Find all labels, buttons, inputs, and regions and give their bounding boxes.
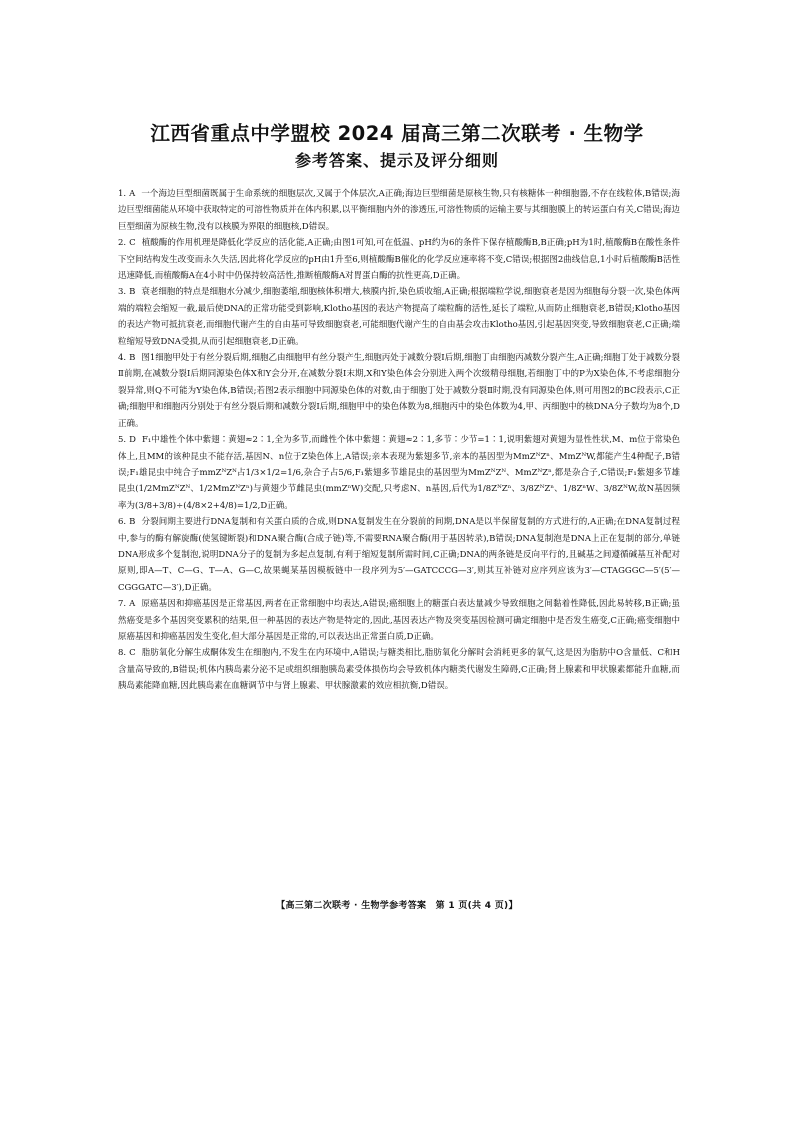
answer-explanation: 脂肪氧化分解生成酮体发生在细胞内,不发生在内环境中,A错误;与糖类相比,脂肪氧化分解时会消耗更多的氧气,这是因为脂肪中O含量低、C和H含量高导致的,B错误;机体内胰岛素分泌不足或组织细胞胰岛素受体损伤均会导致机体内糖类代谢发生障碍,C正确;肾上腺素和甲状腺素都能升血糖,而胰岛素能降血糖,因此胰岛素在血糖调节中与肾上腺素、甲状腺激素的效应相抗衡,D错误。 [118, 648, 680, 692]
answer-item-3 [118, 284, 680, 350]
answer-item-4 [118, 350, 680, 432]
answer-item-1 [118, 186, 680, 235]
answer-number: 4. [118, 353, 127, 364]
answer-list [118, 186, 680, 695]
answer-item-5 [118, 432, 680, 514]
answer-choice: D [129, 435, 136, 446]
answer-item-8 [118, 645, 680, 694]
answer-explanation: 一个海边巨型细菌既属于生命系统的细胞层次,又属于个体层次,A正确;海边巨型细菌是原核生物,只有核糖体一种细胞器,不存在线粒体,B错误;海边巨型细菌能从环境中获取特定的可溶性物质并在体内积累,以平衡细胞内外的渗透压,可溶性物质的运输主要与其细胞膜上的转运蛋白有关,C错误;海边巨型细菌为原核生物,没有以核膜为界限的细胞核,D错误。 [118, 189, 680, 232]
answer-item-2 [118, 235, 680, 284]
answer-choice: A [129, 189, 136, 199]
answer-item-6 [118, 514, 680, 596]
answer-number: 3. [118, 287, 127, 298]
answer-number: 1. [118, 189, 127, 199]
answer-choice: C [129, 238, 136, 249]
answer-explanation: 原癌基因和抑癌基因是正常基因,两者在正常细胞中均表达,A错误;癌细胞上的糖蛋白表达量减少导致细胞之间黏着性降低,因此易转移,B正确;虽然癌变是多个基因突变累积的结果,但一种基因的表达产物是特定的,因此,基因表达产物及突变基因检测可确定细胞中是否发生癌变,C正确;癌变细胞中原癌基因和抑癌基因发生变化,但大部分基因是正常的,可以表达出正常蛋白质,D正确。 [118, 599, 680, 642]
answer-number: 2. [118, 238, 127, 249]
answer-choice: B [129, 517, 136, 528]
answer-number: 5. [118, 435, 127, 446]
answer-number: 6. [118, 517, 127, 528]
page-footer: 【高三第二次联考 · 生物学参考答案 第 1 页(共 4 页)】 [276, 901, 518, 911]
answer-choice: B [129, 353, 136, 364]
answer-item-7 [118, 596, 680, 645]
answer-choice: B [129, 287, 136, 298]
answer-number: 7. [118, 599, 127, 610]
answer-explanation: F₁中雄性个体中紫翅∶黄翅≈2∶1,全为多节,而雌性个体中紫翅∶黄翅≈2∶1,多节∶少节=1∶1,说明紫翅对黄翅为显性性状,M、m位于常染色体上,且MM的该种昆虫不能存活,基因N、n位于Z染色体上,A错误;亲本表现为紫翅多节,亲本的基因型为MmZᴺZⁿ、MmZᴺW,都能产生4种配子,B错误;F₁雄昆虫中纯合子mmZᴺZᴺ占1/3×1/2=1/6,杂合子占5/6,F₁紫翅多节雄昆虫的基因型为MmZᴺZᴺ、MmZᴺZⁿ,都是杂合子,C错误;F₁紫翅多节雄昆虫(1/2MmZᴺZᴺ、1/2MmZᴺZⁿ)与黄翅少节雌昆虫(mmZⁿW)交配,只考虑N、n基因,后代为1/8ZᴺZⁿ、3/8ZᴺZⁿ、1/8ZⁿW、3/8ZᴺW,故N基因频率为(3/8+3/8)÷(4/8×2+4/8)=1/2,D正确。 [118, 435, 680, 511]
answer-choice: C [129, 648, 136, 659]
answer-explanation: 图1细胞甲处于有丝分裂后期,细胞乙由细胞甲有丝分裂产生,细胞丙处于减数分裂Ⅰ后期,细胞丁由细胞丙减数分裂产生,A正确;细胞丁处于减数分裂Ⅱ前期,在减数分裂Ⅰ后期同源染色体X和Y会分开,在减数分裂Ⅰ末期,X和Y染色体会分别进入两个次级精母细胞,若细胞丁中的P为X染色体,不考虑细胞分裂异常,则Q不可能为Y染色体,B错误;若图2表示细胞中同源染色体的对数,由于细胞丁处于减数分裂Ⅱ时期,没有同源染色体,则可用图2的BC段表示,C正确;细胞甲和细胞丙分别处于有丝分裂后期和减数分裂Ⅰ后期,细胞甲中的染色体数为8,细胞丙中的染色体数为4,甲、丙细胞中的核DNA分子数均为8个,D正确。 [118, 353, 680, 429]
page-subtitle: 参考答案、提示及评分细则 [294, 151, 499, 170]
answer-number: 8. [118, 648, 127, 659]
answer-explanation: 分裂间期主要进行DNA复制和有关蛋白质的合成,则DNA复制发生在分裂前的间期,DNA是以半保留复制的方式进行的,A正确;在DNA复制过程中,参与的酶有解旋酶(使氢键断裂)和DNA聚合酶(合成子链)等,不需要RNA聚合酶(用于基因转录),B错误;DNA复制泡是DNA上正在复制的部分,单链DNA形成多个复制泡,说明DNA分子的复制为多起点复制,有利于缩短复制所需时间,C正确;DNA的两条链是反向平行的,且碱基之间遵循碱基互补配对原则,即A—T、C—G、T—A、G—C,故果蝇某基因模板链中一段序列为5′—GATCCCG—3′,则其互补链对应序列应该为3′—CTAGGGC—5′(5′—CGGGATC—3′),D正确。 [118, 517, 680, 593]
answer-choice: A [129, 599, 136, 610]
answer-explanation: 植酸酶的作用机理是降低化学反应的活化能,A正确;由图1可知,可在低温、pH约为6的条件下保存植酸酶B,B正确;pH为1时,植酸酶B在酸性条件下空间结构发生改变而永久失活,因此将化学反应的pH由1升至6,则植酸酶B催化的化学反应速率将不变,C错误;根据图2曲线信息,1小时后植酸酶B活性迅速降低,而植酸酶A在4小时中仍保持较高活性,推断植酸酶A对胃蛋白酶的抗性更高,D正确。 [118, 238, 680, 282]
page-title: 江西省重点中学盟校 2024 届高三第二次联考 · 生物学 [150, 122, 644, 145]
answer-explanation: 衰老细胞的特点是细胞水分减少,细胞萎缩,细胞核体积增大,核膜内折,染色质收缩,A正确;根据端粒学说,细胞衰老是因为细胞每分裂一次,染色体两端的端粒会缩短一截,最后使DNA的正常功能受到影响,Klotho基因的表达产物提高了端粒酶的活性,延长了端粒,从而防止细胞衰老,B错误;Klotho基因的表达产物可抵抗衰老,而细胞代谢产生的自由基可导致细胞衰老,可能细胞代谢产生的自由基会攻击Klotho基因,引起基因突变,导致细胞衰老,C正确;端粒缩短导致DNA受损,从而引起细胞衰老,D正确。 [118, 287, 680, 347]
